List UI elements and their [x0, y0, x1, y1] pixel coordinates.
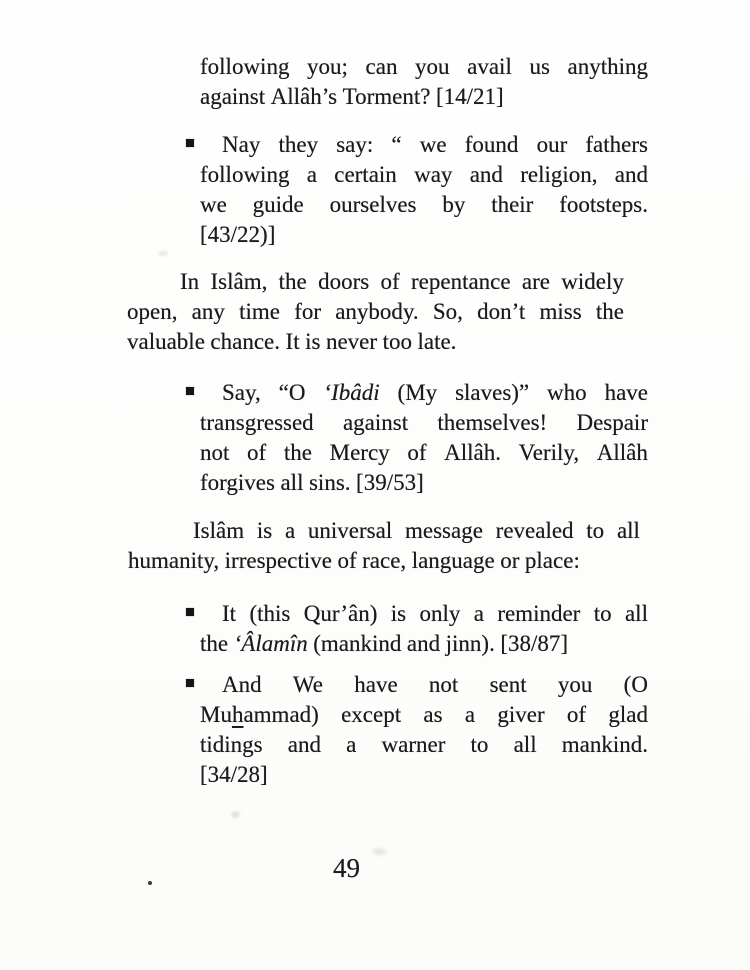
word: humanity,: [128, 548, 220, 573]
word: of: [247, 440, 267, 465]
word: sins.: [308, 470, 351, 495]
word: don’t: [477, 299, 526, 324]
word: a: [473, 601, 484, 626]
text-line: [127, 297, 624, 327]
bullet-square-icon: [186, 608, 194, 616]
word: all: [513, 732, 537, 757]
word: (mankind: [313, 631, 402, 656]
text-line: [200, 190, 648, 220]
text-line: [127, 267, 624, 297]
word: transgressed: [200, 410, 314, 435]
text-line: [200, 670, 648, 700]
word: [14/21]: [435, 84, 504, 109]
text-line: [200, 160, 648, 190]
page-number: 49: [333, 853, 360, 883]
scan-speck: [158, 251, 168, 256]
word: Qur’ân): [303, 601, 378, 626]
word: is: [256, 518, 273, 543]
word: not: [428, 672, 459, 697]
word: slaves)”: [455, 380, 530, 405]
text-line: [127, 327, 624, 357]
scan-speck: [231, 811, 240, 818]
word: late.: [417, 329, 457, 354]
word: to: [470, 732, 489, 757]
word: a: [346, 732, 357, 757]
word: to: [586, 518, 605, 543]
word: following: [200, 54, 290, 79]
bullet-square-icon: [186, 679, 194, 687]
word: doors: [318, 269, 370, 294]
word: can: [365, 54, 398, 79]
text-line: [200, 130, 648, 160]
word: warner: [381, 732, 446, 757]
text-line: [200, 220, 648, 250]
word: and: [406, 631, 441, 656]
word: In: [180, 269, 200, 294]
word: the: [283, 440, 312, 465]
word: following: [200, 162, 290, 187]
word: say:: [336, 132, 374, 157]
word: revealed: [495, 518, 574, 543]
text-line: [200, 378, 648, 408]
word: It: [285, 329, 300, 354]
word: ourselves: [329, 192, 417, 217]
word: of: [566, 702, 587, 727]
scan-speck: [148, 881, 152, 885]
word: Mercy: [329, 440, 390, 465]
word: sent: [489, 672, 527, 697]
word: It: [222, 601, 237, 626]
word: are: [521, 269, 550, 294]
word: against: [342, 410, 409, 435]
bullet-quote-3: [200, 599, 648, 659]
word: avail: [467, 54, 512, 79]
word: religion,: [520, 162, 598, 187]
word: the: [595, 299, 624, 324]
word: [34/28]: [200, 762, 268, 787]
text-line: [200, 760, 648, 790]
word: repentance: [411, 269, 511, 294]
paragraph-1: [127, 267, 624, 357]
word: except: [341, 702, 402, 727]
word: a: [284, 518, 296, 543]
word: open,: [127, 299, 178, 324]
word: to: [593, 601, 612, 626]
word: reminder: [497, 601, 581, 626]
word: have: [354, 672, 398, 697]
word: only: [419, 601, 461, 626]
word: of: [380, 269, 400, 294]
word: (O: [623, 672, 648, 697]
word: of: [337, 548, 357, 573]
word: who: [547, 380, 587, 405]
word: anybody.: [335, 299, 419, 324]
word: is: [305, 329, 321, 354]
word: jinn).: [445, 631, 495, 656]
word: a: [306, 162, 317, 187]
text-line: [200, 408, 648, 438]
word: of: [407, 440, 427, 465]
word: ‘Ibâdi: [323, 380, 380, 405]
word: a: [464, 702, 476, 727]
word: themselves!: [437, 410, 548, 435]
word: too: [382, 329, 412, 354]
word: And: [222, 672, 262, 697]
word: fathers: [585, 132, 648, 157]
text-line: [200, 599, 648, 629]
word: certain: [334, 162, 397, 187]
word: widely: [561, 269, 624, 294]
word: all: [280, 470, 304, 495]
word: “: [391, 132, 402, 157]
word: Nay: [222, 132, 261, 157]
word: “O: [278, 380, 306, 405]
word: Allâh.: [444, 440, 502, 465]
word: irrespective: [224, 548, 332, 573]
word: Muhammad): [200, 702, 319, 727]
text-line: [200, 52, 648, 82]
text-line: [200, 82, 648, 112]
bullet-square-icon: [186, 139, 194, 147]
text-line: [200, 700, 648, 730]
bullet-square-icon: [186, 387, 194, 395]
word: [39/53]: [356, 470, 424, 495]
word: valuable: [127, 329, 205, 354]
word: found: [464, 132, 519, 157]
word: Verily,: [518, 440, 580, 465]
word: We: [292, 672, 323, 697]
text-line: [200, 629, 648, 659]
word: footsteps.: [559, 192, 648, 217]
word: against: [200, 84, 266, 109]
word: all: [616, 518, 640, 543]
word: us: [529, 54, 550, 79]
word: you: [557, 672, 593, 697]
word: by: [442, 192, 466, 217]
word: universal: [307, 518, 393, 543]
text-line: [200, 468, 648, 498]
word: Despair: [576, 410, 648, 435]
word: we: [419, 132, 447, 157]
word: mankind.: [561, 732, 648, 757]
word: not: [200, 440, 230, 465]
paragraph-2: [128, 516, 640, 576]
scan-speck: [372, 848, 386, 855]
word: [38/87]: [500, 631, 569, 656]
word: never: [325, 329, 378, 354]
text-line: [128, 516, 640, 546]
word: their: [491, 192, 534, 217]
bullet-quote-4: [200, 670, 648, 790]
bullet-quote-2: [200, 378, 648, 498]
word: or: [500, 548, 520, 573]
text-line: [200, 438, 648, 468]
word: and: [469, 162, 503, 187]
word: forgives: [200, 470, 275, 495]
word: anything: [567, 54, 648, 79]
word: is: [390, 601, 407, 626]
word: guide: [252, 192, 304, 217]
text-line: [200, 730, 648, 760]
word: we: [200, 192, 227, 217]
word: Islâm: [193, 518, 245, 543]
word: time: [239, 299, 280, 324]
word: all: [624, 601, 648, 626]
word: glad: [608, 702, 648, 727]
word: race,: [362, 548, 407, 573]
word: miss: [539, 299, 582, 324]
word: they: [278, 132, 319, 157]
word: message: [404, 518, 483, 543]
word: the: [200, 631, 229, 656]
word: the: [278, 269, 307, 294]
quote-continuation-block: [200, 52, 648, 112]
word: ‘Âlamîn: [233, 631, 308, 656]
word: for: [294, 299, 322, 324]
word: and: [287, 732, 321, 757]
word: place:: [524, 548, 580, 573]
word: our: [536, 132, 568, 157]
word: as: [423, 702, 443, 727]
word: chance.: [210, 329, 281, 354]
word: So,: [432, 299, 463, 324]
text-line: [128, 546, 640, 576]
word: Islâm,: [210, 269, 268, 294]
word: and: [614, 162, 648, 187]
word: tidings: [200, 732, 263, 757]
word: (this: [249, 601, 291, 626]
word: language: [411, 548, 495, 573]
word: [43/22)]: [200, 222, 276, 247]
word: giver: [497, 702, 545, 727]
word: have: [604, 380, 648, 405]
word: Say,: [222, 380, 261, 405]
word: you;: [307, 54, 348, 79]
word: Allâh’s: [270, 84, 338, 109]
word: way: [414, 162, 453, 187]
bullet-quote-1: [200, 130, 648, 250]
word: Torment?: [342, 84, 431, 109]
word: Allâh: [596, 440, 648, 465]
word: you: [415, 54, 450, 79]
word: any: [191, 299, 225, 324]
word: (My: [397, 380, 438, 405]
